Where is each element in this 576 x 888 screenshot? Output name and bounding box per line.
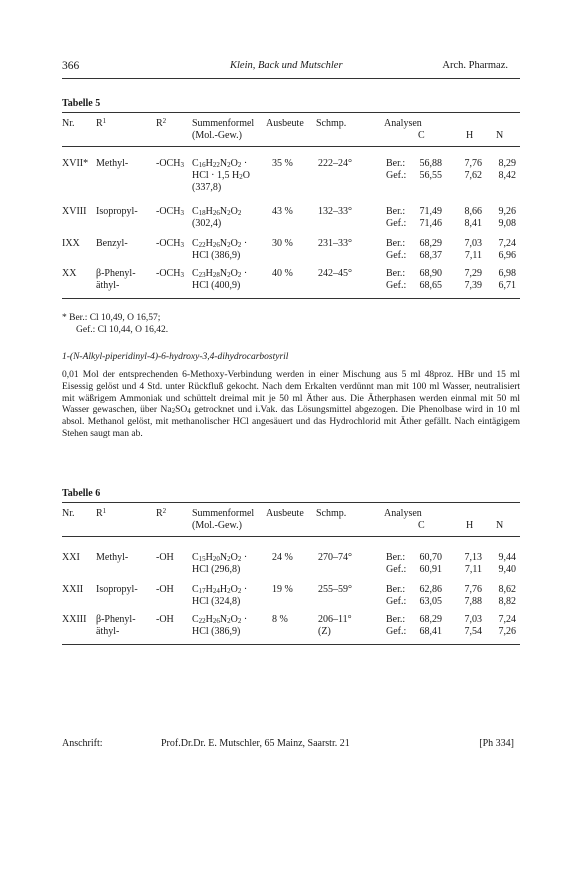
melting-point: 242–45° — [318, 268, 352, 279]
ber-c: 62,86 — [419, 584, 442, 595]
ber-label: Ber.: — [386, 584, 406, 595]
substituent-r1: Benzyl- — [96, 238, 128, 249]
yield-value: 43 % — [272, 206, 293, 217]
gef-n: 7,26 — [498, 626, 516, 637]
gef-c: 63,05 — [419, 596, 442, 607]
ber-n: 9,44 — [498, 552, 516, 563]
table5-col-h: H — [466, 130, 474, 141]
compound-number: XXII — [62, 584, 84, 595]
ber-n: 8,62 — [498, 584, 516, 595]
gef-n: 6,96 — [498, 250, 516, 261]
ber-c: 68,90 — [419, 268, 442, 279]
gef-h: 7,11 — [464, 250, 482, 261]
ber-c: 60,70 — [419, 552, 442, 563]
compound-number: XX — [62, 268, 77, 279]
journal-name: Arch. Pharmaz. — [442, 60, 508, 71]
table6-col-c: C — [418, 520, 425, 531]
table6-bottom-rule — [62, 644, 520, 645]
substituent-r2: -OH — [156, 614, 174, 625]
gef-n: 9,40 — [498, 564, 516, 575]
table5-col-mp: Schmp. — [316, 118, 347, 129]
table6-col-analysis: Analysen — [384, 508, 422, 519]
table6-col-yield: Ausbeute — [266, 508, 304, 519]
yield-value: 24 % — [272, 552, 293, 563]
substituent-r2: -OH — [156, 584, 174, 595]
table5-col-n: N — [496, 130, 504, 141]
table5-col-formula-mw: (Mol.-Gew.) — [192, 130, 242, 141]
gef-c: 56,55 — [419, 170, 442, 181]
author-address — [62, 738, 514, 752]
gef-h: 7,39 — [464, 280, 482, 291]
molecular-formula: $C_{18}H_{26}N_2O_2$ — [192, 206, 242, 217]
ber-label: Ber.: — [386, 158, 406, 169]
molecular-weight: (302,4) — [192, 218, 222, 229]
molecular-formula-line2: HCl · 1,5 $H_2O$ — [192, 170, 250, 181]
molecular-weight: HCl (386,9) — [192, 626, 241, 637]
substituent-r1-line2: äthyl- — [96, 626, 120, 637]
substituent-r1: β-Phenyl- — [96, 614, 136, 625]
table5-col-r1: $R^1$ — [96, 117, 107, 129]
table6-col-h: H — [466, 520, 474, 531]
table6-col-formula: Summenformel — [192, 508, 255, 519]
running-header — [62, 60, 520, 76]
ber-h: 8,66 — [464, 206, 482, 217]
ber-h: 7,03 — [464, 238, 482, 249]
molecular-formula: $C_{17}H_{24}H_2O_2$ · — [192, 584, 248, 595]
table6-col-r2: $R^2$ — [156, 507, 167, 519]
table6-col-nr: Nr. — [62, 508, 75, 519]
table5-header-rule — [62, 146, 520, 147]
table6-header-rule — [62, 536, 520, 537]
substituent-r1: Isopropyl- — [96, 206, 138, 217]
ber-h: 7,29 — [464, 268, 482, 279]
gef-h: 7,88 — [464, 596, 482, 607]
molecular-weight: HCl (400,9) — [192, 280, 241, 291]
running-authors: Klein, Back und Mutschler — [230, 60, 343, 71]
compound-number: XXIII — [62, 614, 87, 625]
ber-c: 56,88 — [419, 158, 442, 169]
table6-title: Tabelle 6 — [62, 488, 101, 499]
ber-label: Ber.: — [386, 238, 406, 249]
gef-n: 8,42 — [498, 170, 516, 181]
melting-point-note: (Z) — [318, 626, 331, 637]
ber-n: 7,24 — [498, 614, 516, 625]
table6-col-r1: $R^1$ — [96, 507, 107, 519]
gef-label: Gef.: — [386, 250, 407, 261]
table5-bottom-rule — [62, 298, 520, 299]
header-rule — [62, 78, 520, 79]
molecular-formula: $C_{23}H_{28}N_2O_2$ · — [192, 268, 248, 279]
table6-top-rule — [62, 502, 520, 503]
ber-n: 7,24 — [498, 238, 516, 249]
gef-label: Gef.: — [386, 626, 407, 637]
melting-point: 222–24° — [318, 158, 352, 169]
gef-n: 8,82 — [498, 596, 516, 607]
ber-h: 7,13 — [464, 552, 482, 563]
compound-number: XXI — [62, 552, 80, 563]
yield-value: 19 % — [272, 584, 293, 595]
melting-point: 231–33° — [318, 238, 352, 249]
molecular-weight: HCl (296,8) — [192, 564, 241, 575]
table5-col-analysis: Analysen — [384, 118, 422, 129]
melting-point: 255–59° — [318, 584, 352, 595]
molecular-weight: HCl (324,8) — [192, 596, 241, 607]
ber-h: 7,76 — [464, 584, 482, 595]
ber-c: 68,29 — [419, 614, 442, 625]
yield-value: 8 % — [272, 614, 288, 625]
gef-c: 71,46 — [419, 218, 442, 229]
gef-n: 9,08 — [498, 218, 516, 229]
substituent-r2: $-OCH_3$ — [156, 206, 184, 217]
table5-col-formula: Summenformel — [192, 118, 255, 129]
table5-footnote-1: * Ber.: Cl 10,49, O 16,57; — [62, 313, 161, 323]
gef-label: Gef.: — [386, 280, 407, 291]
molecular-formula: $C_{22}H_{26}N_2O_2$ · — [192, 614, 248, 625]
manuscript-ref: [Ph 334] — [479, 738, 514, 749]
ber-c: 68,29 — [419, 238, 442, 249]
molecular-formula: $C_{16}H_{22}N_2O_2$ · — [192, 158, 248, 169]
substituent-r2: $-OCH_3$ — [156, 158, 184, 169]
table5-col-c: C — [418, 130, 425, 141]
table6-col-mp: Schmp. — [316, 508, 347, 519]
ber-n: 9,26 — [498, 206, 516, 217]
procedure-paragraph: 0,01 Mol der entsprechenden 6-Methoxy-Verbindung werden in einer Mischung aus 5 ml 48proz. HBr und 15 ml Eisessig gelöst und 4 Std. unter Rückfluß gekocht. Nach dem Erkalten verdünnt man mit 100 ml Wasser, neutralisiert mit wäßrigem Ammoniak und schüttelt dreimal mit je 50 ml Äther aus. Die Ätherphasen werden einmal mit 50 ml Wasser gewaschen, über $Na_2SO_4$ getrocknet und i.Vak. das Lösungsmittel abgezogen. Die Phenolbase wird in 10 ml absol. Methanol gelöst, mit methanolischer HCl angesäuert und das Hydrochlorid mit Äther gefällt. Nach eintägigem Stehen saugt man ab. — [62, 370, 520, 439]
gef-label: Gef.: — [386, 596, 407, 607]
gef-h: 7,11 — [464, 564, 482, 575]
substituent-r1-line2: äthyl- — [96, 280, 120, 291]
ber-c: 71,49 — [419, 206, 442, 217]
table5-top-rule — [62, 112, 520, 113]
gef-c: 68,37 — [419, 250, 442, 261]
yield-value: 30 % — [272, 238, 293, 249]
gef-h: 7,54 — [464, 626, 482, 637]
address-text: Prof.Dr.Dr. E. Mutschler, 65 Mainz, Saarstr. 21 — [161, 738, 350, 749]
gef-label: Gef.: — [386, 564, 407, 575]
compound-number: XVII* — [62, 158, 89, 169]
ber-label: Ber.: — [386, 206, 406, 217]
gef-label: Gef.: — [386, 170, 407, 181]
melting-point: 206–11° — [318, 614, 352, 625]
section-title: 1-(N-Alkyl-piperidinyl-4)-6-hydroxy-3,4-dihydrocarbostyril — [62, 352, 289, 362]
gef-n: 6,71 — [498, 280, 516, 291]
ber-label: Ber.: — [386, 614, 406, 625]
ber-h: 7,03 — [464, 614, 482, 625]
substituent-r2: $-OCH_3$ — [156, 238, 184, 249]
ber-label: Ber.: — [386, 268, 406, 279]
gef-c: 60,91 — [419, 564, 442, 575]
molecular-weight: (337,8) — [192, 182, 222, 193]
compound-number: IXX — [62, 238, 80, 249]
table5-col-nr: Nr. — [62, 118, 75, 129]
ber-h: 7,76 — [464, 158, 482, 169]
substituent-r1: β-Phenyl- — [96, 268, 136, 279]
gef-c: 68,65 — [419, 280, 442, 291]
table6-col-n: N — [496, 520, 504, 531]
melting-point: 132–33° — [318, 206, 352, 217]
gef-label: Gef.: — [386, 218, 407, 229]
substituent-r1: Methyl- — [96, 552, 129, 563]
gef-h: 7,62 — [464, 170, 482, 181]
substituent-r1: Isopropyl- — [96, 584, 138, 595]
page-number: 366 — [62, 60, 80, 72]
molecular-weight: HCl (386,9) — [192, 250, 241, 261]
table6-col-formula-mw: (Mol.-Gew.) — [192, 520, 242, 531]
melting-point: 270–74° — [318, 552, 352, 563]
substituent-r1: Methyl- — [96, 158, 129, 169]
gef-c: 68,41 — [419, 626, 442, 637]
molecular-formula: $C_{15}H_{20}N_2O_2$ · — [192, 552, 248, 563]
molecular-formula: $C_{22}H_{26}N_2O_2$ · — [192, 238, 248, 249]
table5-title: Tabelle 5 — [62, 98, 101, 109]
table5-col-yield: Ausbeute — [266, 118, 304, 129]
yield-value: 40 % — [272, 268, 293, 279]
table5-footnote-2: Gef.: Cl 10,44, O 16,42. — [76, 325, 169, 335]
gef-h: 8,41 — [464, 218, 482, 229]
compound-number: XVIII — [62, 206, 87, 217]
substituent-r2: -OH — [156, 552, 174, 563]
substituent-r2: $-OCH_3$ — [156, 268, 184, 279]
yield-value: 35 % — [272, 158, 293, 169]
ber-label: Ber.: — [386, 552, 406, 563]
table5-col-r2: $R^2$ — [156, 117, 167, 129]
address-label: Anschrift: — [62, 738, 103, 749]
ber-n: 8,29 — [498, 158, 516, 169]
ber-n: 6,98 — [498, 268, 516, 279]
